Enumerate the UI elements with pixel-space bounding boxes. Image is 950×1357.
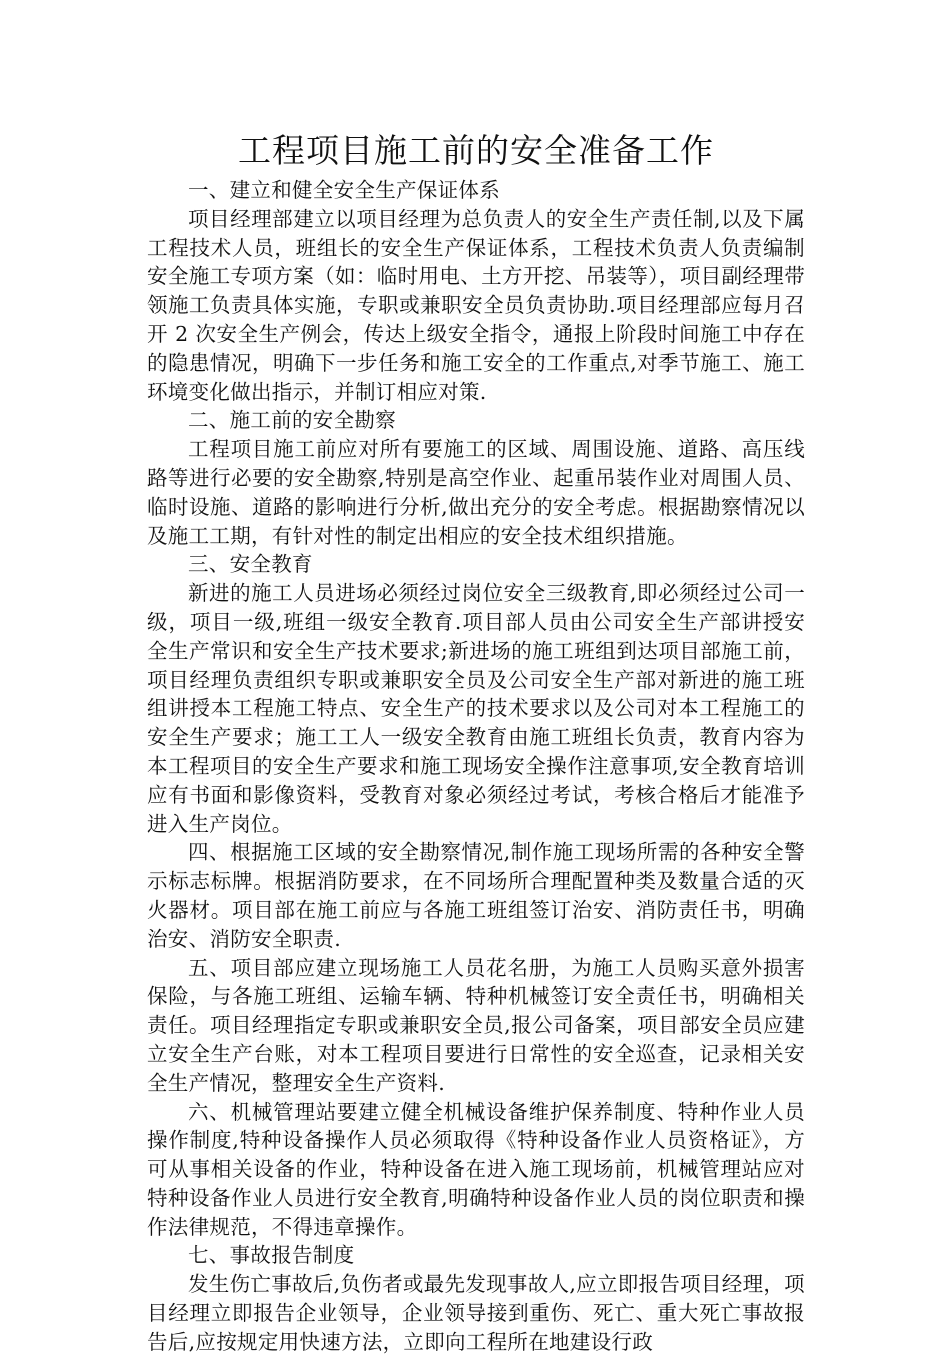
section-heading-3: 三、安全教育	[188, 552, 313, 577]
paragraph-6: 六、机械管理站要建立健全机械设备维护保养制度、特种作业人员操作制度,特种设备操作人员必须取得《特种设备作业人员资格证》，方可从事相关设备的作业，特种设备在进入施工现场前，机械管理站应对特种设备作业人员进行安全教育,明确特种设备作业人员的岗位职责和操作法律规范，不得违章操作。	[147, 1099, 805, 1239]
document-page	[147, 126, 805, 1357]
paragraph-5: 五、项目部应建立现场施工人员花名册，为施工人员购买意外损害保险，与各施工班组、运输车辆、特种机械签订安全责任书，明确相关责任。项目经理指定专职或兼职安全员,报公司备案，项目部安全员应建立安全生产台账，对本工程项目要进行日常性的安全巡查，记录相关安全生产情况，整理安全生产资料.	[147, 955, 805, 1095]
section-heading-1: 一、建立和健全安全生产保证体系	[188, 178, 500, 202]
paragraph-2: 工程项目施工前应对所有要施工的区域、周围设施、道路、高压线路等进行必要的安全勘察,特别是高空作业、起重吊装作业对周围人员、临时设施、道路的影响进行分析,做出充分的安全考虑。根据勘察情况以及施工工期，有针对性的制定出相应的安全技术组织措施。	[147, 437, 805, 548]
section-heading-2: 二、施工前的安全勘察	[188, 408, 396, 433]
document-title: 工程项目施工前的安全准备工作	[238, 131, 714, 170]
section-heading-7: 七、事故报告制度	[188, 1243, 355, 1268]
paragraph-3: 新进的施工人员进场必须经过岗位安全三级教育,即必须经过公司一级，项目一级,班组一级安全教育.项目部人员由公司安全生产部讲授安全生产常识和安全生产技术要求;新进场的施工班组到达项目部施工前，项目经理负责组织专职或兼职安全员及公司安全生产部对新进的施工班组讲授本工程施工特点、安全生产的技术要求以及公司对本工程施工的安全生产要求；施工工人一级安全教育由施工班组长负责，教育内容为本工程项目的安全生产要求和施工现场安全操作注意事项,安全教育培训应有书面和影像资料，受教育对象必须经过考试，考核合格后才能准予进入生产岗位。	[147, 581, 805, 836]
paragraph-7: 发生伤亡事故后,负伤者或最先发现事故人,应立即报告项目经理，项目经理立即报告企业领导，企业领导接到重伤、死亡、重大死亡事故报告后,应按规定用快速方法，立即向工程所在地建设行政	[147, 1272, 805, 1354]
paragraph-4: 四、根据施工区域的安全勘察情况,制作施工现场所需的各种安全警示标志标牌。根据消防要求，在不同场所合理配置种类及数量合适的灭火器材。项目部在施工前应与各施工班组签订治安、消防责任书，明确治安、消防安全职责.	[147, 840, 805, 951]
paragraph-1: 项目经理部建立以项目经理为总负责人的安全生产责任制,以及下属工程技术人员，班组长的安全生产保证体系，工程技术负责人负责编制安全施工专项方案（如：临时用电、土方开挖、吊装等），项目副经理带领施工负责具体实施，专职或兼职安全员负责协助.项目经理部应每月召开 2 次安全生产例会，传达上级安全指令，通报上阶段时间施工中存在的隐患情况，明确下一步任务和施工安全的工作重点,对季节施工、施工环境变化做出指示，并制订相应对策.	[147, 206, 805, 404]
